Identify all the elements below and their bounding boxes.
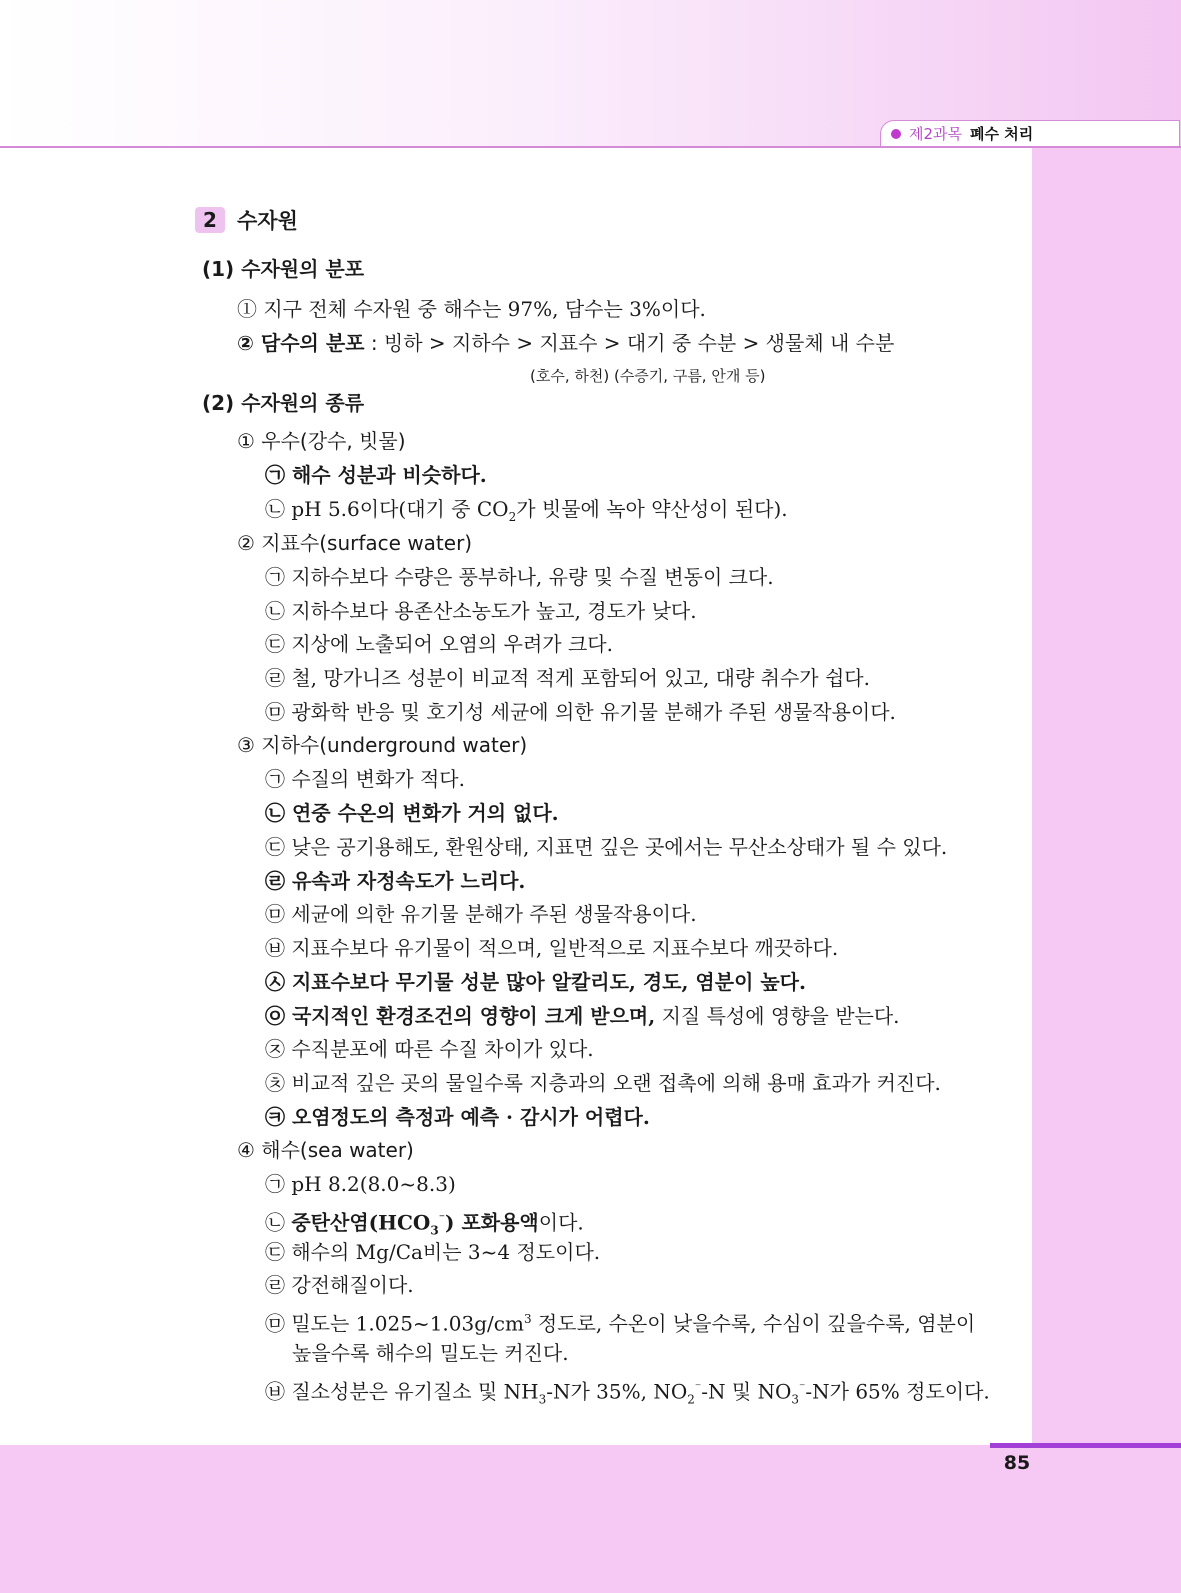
- sea-item-f: [265, 1372, 990, 1415]
- subsection-heading-types: (2) 수자원의 종류: [202, 391, 365, 415]
- ground-item-f: ㉥ 지표수보다 유기물이 적으며, 일반적으로 지표수보다 깨끗하다.: [265, 936, 839, 960]
- sea-item-f-post: -N가 65% 정도이다.: [805, 1379, 990, 1404]
- surface-item: ㉠ 지하수보다 수량은 풍부하나, 유량 및 수질 변동이 크다.: [265, 565, 774, 589]
- distribution-item-2-label: ② 담수의 분포: [237, 331, 365, 355]
- rain-item-b-pre: ㉡ pH 5.6이다(대기 중 CO: [265, 497, 509, 521]
- ground-item-a: ㉠ 수질의 변화가 적다.: [265, 767, 465, 791]
- surface-title: ② 지표수(surface water): [237, 531, 473, 555]
- surface-item: ㉡ 지하수보다 용존산소농도가 높고, 경도가 낮다.: [265, 599, 697, 623]
- ground-item-j: ㉩ 비교적 깊은 곳의 물일수록 지층과의 오랜 접촉에 의해 용매 효과가 커진다.: [265, 1071, 941, 1095]
- surface-item: ㉢ 지상에 노출되어 오염의 우려가 크다.: [265, 632, 613, 656]
- distribution-item-2-text: : 빙하 > 지하수 > 지표수 > 대기 중 수분 > 생물체 내 수분: [364, 331, 895, 355]
- ground-item-h: [265, 1001, 900, 1031]
- sea-item-b-bold-pre: 중탄산염(HCO: [291, 1210, 431, 1235]
- sea-item-b-marker: ㉡: [265, 1210, 292, 1235]
- sea-item-e-sup: 3: [523, 1312, 532, 1326]
- ground-item-e: ㉤ 세균에 의한 유기물 분해가 주된 생물작용이다.: [265, 902, 697, 926]
- sea-item-f-sup3: ⁻: [799, 1380, 806, 1394]
- sea-item-b-bold-post: ) 포화용액: [445, 1210, 539, 1235]
- sea-item-f-sup2: ⁻: [694, 1380, 702, 1394]
- sea-item-e-post: 정도로, 수온이 낮을수록, 수심이 깊을수록, 염분이: [531, 1311, 976, 1336]
- ground-item-k: ㉪ 오염정도의 측정과 예측 · 감시가 어렵다.: [265, 1105, 650, 1129]
- page-number: 85: [1003, 1452, 1031, 1474]
- rain-item-b-sub: 2: [508, 510, 517, 524]
- surface-item: ㉤ 광화학 반응 및 호기성 세균에 의한 유기물 분해가 주된 생물작용이다.: [265, 700, 896, 724]
- sea-item-b-rest: 이다.: [538, 1210, 584, 1235]
- sea-item-f-sub1: 3: [538, 1392, 547, 1407]
- surface-item: ㉣ 철, 망가니즈 성분이 비교적 적게 포함되어 있고, 대량 취수가 쉽다.: [265, 666, 870, 690]
- ground-item-d: ㉣ 유속과 자정속도가 느리다.: [265, 869, 526, 893]
- ground-item-h-bold: ㉧ 국지적인 환경조건의 영향이 크게 받으며,: [265, 1004, 656, 1028]
- rain-title: ① 우수(강수, 빗물): [237, 429, 406, 453]
- distribution-note: (호수, 하천) (수증기, 구름, 안개 등): [530, 367, 766, 385]
- sea-item-d: ㉣ 강전해질이다.: [265, 1273, 414, 1297]
- chapter-title: 폐수 처리: [970, 125, 1034, 143]
- sea-item-f-mid1: -N가 35%, NO: [546, 1379, 688, 1404]
- sea-item-f-pre: ㉥ 질소성분은 유기질소 및 NH: [265, 1379, 539, 1404]
- rain-item-b: [265, 494, 788, 532]
- sea-item-c: ㉢ 해수의 Mg/Ca비는 3~4 정도이다.: [265, 1240, 601, 1264]
- sea-item-f-sub2: 2: [687, 1392, 695, 1407]
- ground-item-g: ㉦ 지표수보다 무기물 성분 많아 알칼리도, 경도, 염분이 높다.: [265, 970, 806, 994]
- ground-item-c: ㉢ 낮은 공기용해도, 환원상태, 지표면 깊은 곳에서는 무산소상태가 될 수 있다.: [265, 835, 948, 859]
- chapter-subject: 제2과목: [909, 125, 963, 143]
- subsection-heading-distribution: (1) 수자원의 분포: [202, 257, 365, 281]
- distribution-item-2: [237, 328, 894, 358]
- sea-item-e-pre: ㉤ 밀도는 1.025~1.03g/cm: [265, 1311, 524, 1336]
- sea-item-b-sup: ⁻: [438, 1211, 446, 1225]
- ground-item-h-rest: 지질 특성에 영향을 받는다.: [655, 1004, 900, 1028]
- distribution-item-1: ① 지구 전체 수자원 중 해수는 97%, 담수는 3%이다.: [237, 297, 706, 321]
- sea-item-a: ㉠ pH 8.2(8.0~8.3): [265, 1172, 456, 1196]
- sea-item-e: [265, 1304, 975, 1339]
- sea-item-b-sub: 3: [430, 1223, 439, 1238]
- ground-item-i: ㉨ 수직분포에 따른 수질 차이가 있다.: [265, 1037, 594, 1061]
- rain-item-a: ㉠ 해수 성분과 비슷하다.: [265, 463, 487, 487]
- sea-item-f-sub3: 3: [791, 1392, 800, 1407]
- section-title: 수자원: [237, 209, 298, 233]
- sea-title: ④ 해수(sea water): [237, 1138, 414, 1162]
- sea-item-e-continued: 높을수록 해수의 밀도는 커진다.: [292, 1341, 569, 1365]
- section-heading: [195, 205, 298, 235]
- ground-title: ③ 지하수(underground water): [237, 733, 528, 757]
- ground-item-b: ㉡ 연중 수온의 변화가 거의 없다.: [265, 801, 559, 825]
- rain-item-b-post: 가 빗물에 녹아 약산성이 된다).: [516, 497, 788, 521]
- section-number: 2: [195, 207, 225, 233]
- sea-item-f-mid2: -N 및 NO: [701, 1379, 792, 1404]
